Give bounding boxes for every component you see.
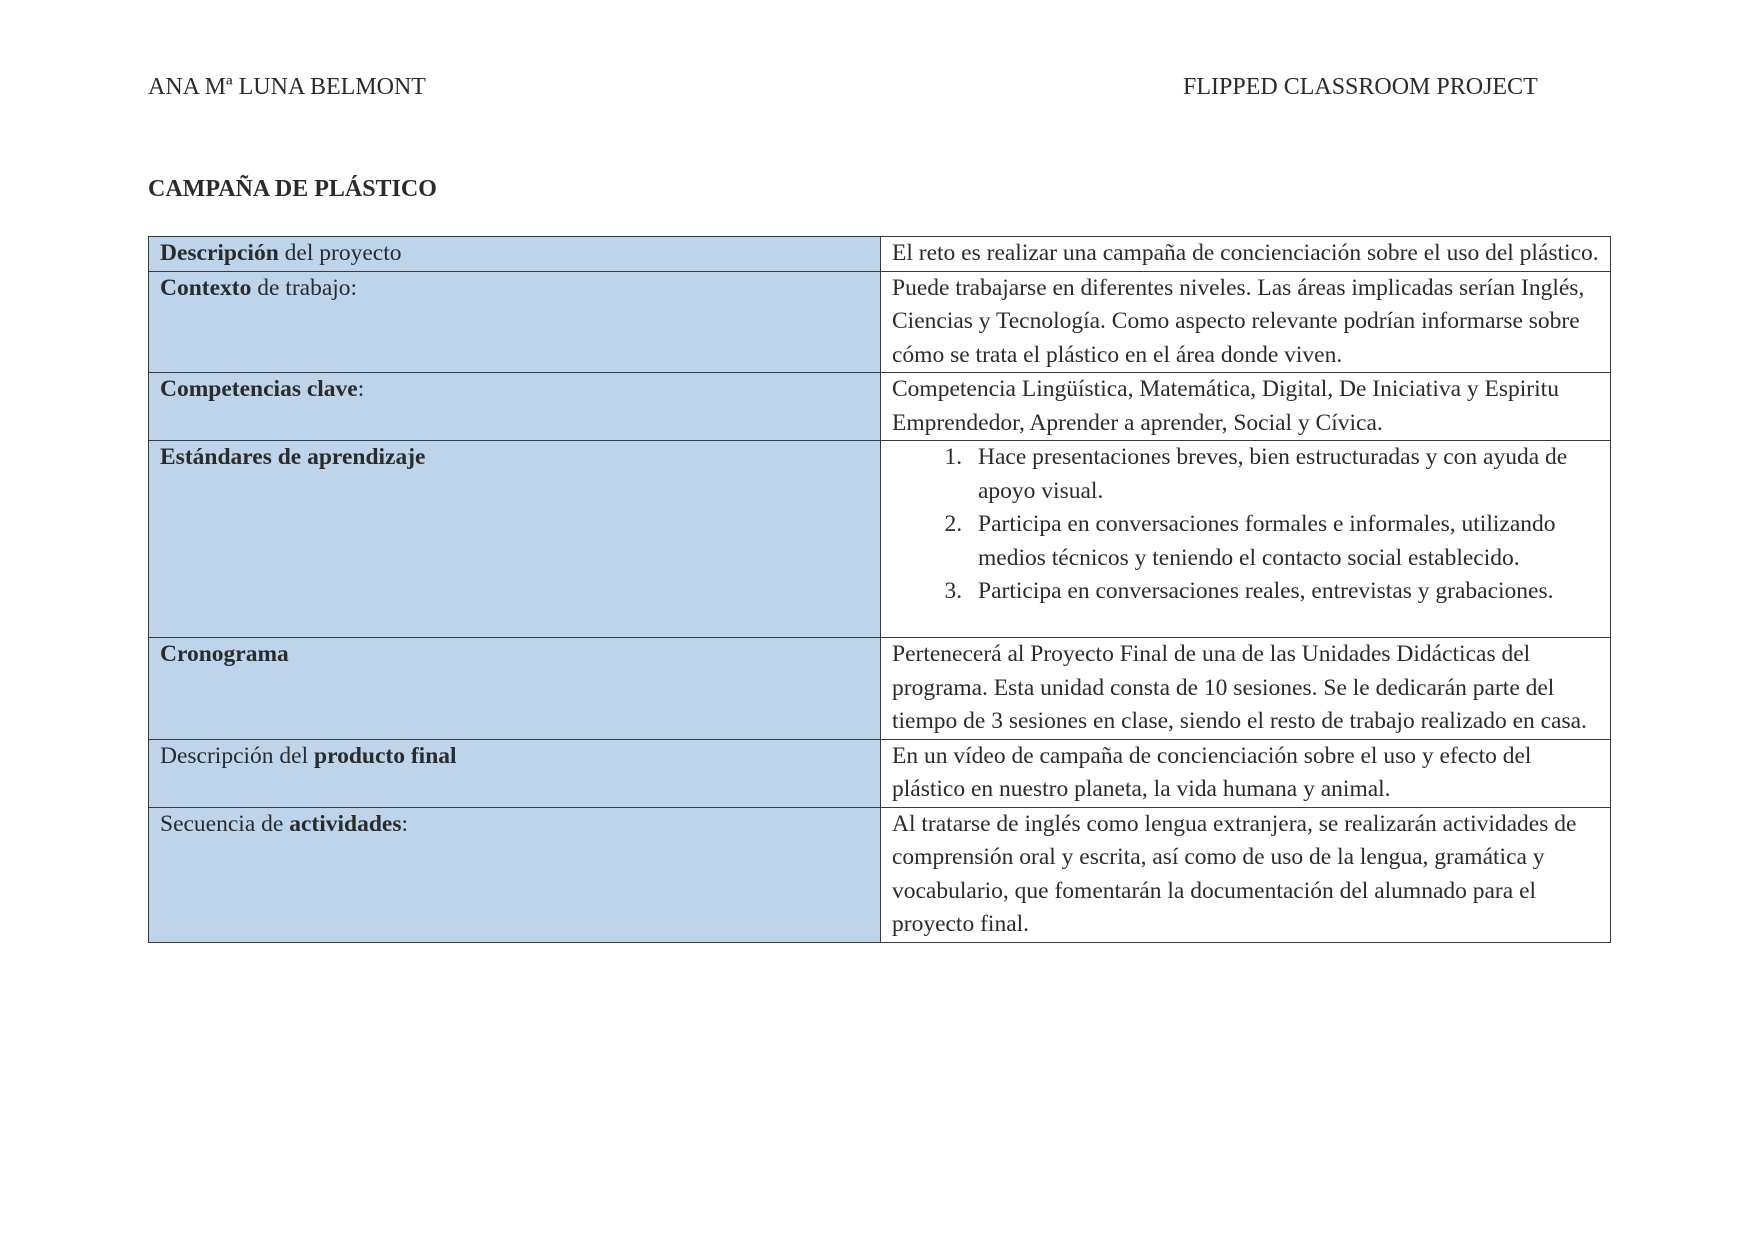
table-row-estandares <box>149 441 1611 638</box>
label-rest: de trabajo: <box>251 274 358 301</box>
document-title: CAMPAÑA DE PLÁSTICO <box>148 176 437 202</box>
label-bold: Cronograma <box>160 641 289 667</box>
label-cell <box>149 739 881 807</box>
header-project: FLIPPED CLASSROOM PROJECT <box>1183 74 1538 100</box>
table-row-cronograma <box>149 638 1611 740</box>
label-cell <box>149 237 881 272</box>
value-cell: Puede trabajarse en diferentes niveles. Las áreas implicadas serían Inglés, Ciencias y Tecnología. Como aspecto relevante podrían informarse sobre cómo se trata el plástico en el área donde viven. <box>881 271 1611 373</box>
header-author: ANA Mª LUNA BELMONT <box>148 74 426 100</box>
label-rest: del proyecto <box>278 240 402 266</box>
label-bold: actividades <box>289 810 402 837</box>
value-cell: En un vídeo de campaña de concienciación sobre el uso y efecto del plástico en nuestro planeta, la vida humana y animal. <box>881 739 1611 807</box>
label-cell <box>149 373 881 441</box>
list-item: 3. Participa en conversaciones reales, entrevistas y grabaciones. <box>968 575 1600 609</box>
label-rest: : <box>357 376 365 402</box>
label-bold: Contexto <box>160 274 252 301</box>
list-item: 2. Participa en conversaciones formales e informales, utilizando medios técnicos y teniendo el contacto social establecido. <box>968 508 1600 575</box>
label-cell <box>149 638 881 740</box>
value-cell: Competencia Lingüística, Matemática, Digital, De Iniciativa y Espiritu Emprendedor, Aprender a aprender, Social y Cívica. <box>881 373 1611 441</box>
list-item: 1. Hace presentaciones breves, bien estructuradas y con ayuda de apoyo visual. <box>968 441 1600 508</box>
label-plain: Secuencia de <box>160 810 290 837</box>
table-row-producto-final <box>149 739 1611 807</box>
label-cell <box>149 441 881 638</box>
table-row-actividades <box>149 807 1611 942</box>
value-cell: Al tratarse de inglés como lengua extranjera, se realizarán actividades de comprensión oral y escrita, así como de uso de la lengua, gramática y vocabulario, que fomentarán la documentación del alumnado para el proyecto final. <box>881 807 1611 942</box>
table-row-contexto <box>149 271 1611 373</box>
label-cell <box>149 807 881 942</box>
value-cell: Pertenecerá al Proyecto Final de una de las Unidades Didácticas del programa. Esta unidad consta de 10 sesiones. Se le dedicarán parte del tiempo de 3 sesiones en clase, siendo el resto de trabajo realizado en casa. <box>881 638 1611 740</box>
label-cell <box>149 271 881 373</box>
label-rest: : <box>401 810 408 837</box>
label-bold: Competencias clave <box>160 376 358 402</box>
label-bold: producto final <box>314 742 457 769</box>
table-row-descripcion <box>149 237 1611 272</box>
label-bold: Estándares de aprendizaje <box>160 444 426 470</box>
value-cell: El reto es realizar una campaña de concienciación sobre el uso del plástico. <box>881 237 1611 272</box>
label-plain: Descripción del <box>160 742 315 769</box>
standards-list <box>892 441 1600 609</box>
project-table <box>148 236 1611 943</box>
value-cell <box>881 441 1611 638</box>
label-bold: Descripción <box>160 240 279 266</box>
table-row-competencias <box>149 373 1611 441</box>
